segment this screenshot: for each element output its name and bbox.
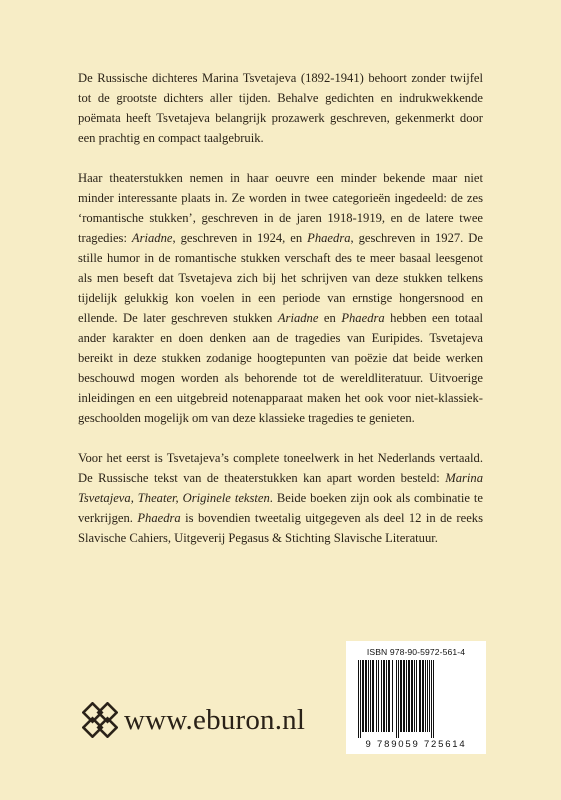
italic-title: Marina Tsvetajeva, Theater, Originele teksten	[78, 471, 483, 505]
text-run: , geschreven in 1927. De stille humor in de romantische stukken verschaft des te meer basaal leesgenot als men beseft dat Tsvetajeva zich bij het schrijven van deze stukken telkens tijdelijk gelukkig kon voelen in een periode van ernstige hongersnood en ellende. De later geschreven stukken	[78, 231, 483, 325]
barcode-bar	[365, 660, 367, 732]
text-run: hebben een totaal ander karakter en doen denken aan de tragedies van Euripides. Tsvetajeva bereikt in deze stukken zodanige hoogtepunten van poëzie dat beide werken beschouwd mogen worden als behorende tot de wereldliteratuur. Uitvoerige inleidingen en een uitgebreid notenapparaat maken het ook voor niet-klassiek-geschoolden mogelijk om van deze klassieke tragedies te genieten.	[78, 311, 483, 425]
barcode-bar	[386, 660, 387, 732]
text-run: , geschreven in 1924, en	[172, 231, 308, 245]
eburon-logo-icon	[82, 702, 118, 738]
barcode	[356, 660, 476, 738]
barcode-bar	[419, 660, 421, 732]
italic-title: Phaedra	[137, 511, 181, 525]
text-run: De Russische dichteres Marina Tsvetajeva (1892-1941) behoort zonder twijfel tot de grootste dichters aller tijden. Behalve gedichten en indrukwekkende poëmata heeft Tsvetajeva belangrijk prozawerk geschreven, gekenmerkt door een prachtig en compact taalgebruik.	[78, 71, 483, 145]
barcode-bar	[406, 660, 407, 732]
barcode-bar	[360, 660, 361, 738]
barcode-bar	[400, 660, 402, 732]
barcode-bar	[411, 660, 413, 732]
barcode-bar	[388, 660, 390, 732]
barcode-bar	[431, 660, 432, 738]
barcode-bar	[433, 660, 434, 738]
barcode-bar	[378, 660, 379, 732]
back-cover-text	[78, 68, 483, 548]
barcode-digits: 9 789059 725614	[365, 739, 467, 750]
barcode-bar	[422, 660, 424, 732]
italic-title: Ariadne	[131, 231, 173, 245]
barcode-bar	[398, 660, 399, 738]
barcode-bar	[368, 660, 369, 732]
barcode-bar	[362, 660, 364, 732]
barcode-bar	[425, 660, 426, 732]
barcode-bar	[416, 660, 417, 732]
barcode-bar	[427, 660, 428, 732]
text-run: en	[318, 311, 342, 325]
publisher-website[interactable]: www.eburon.nl	[124, 703, 306, 736]
barcode-bar	[372, 660, 374, 732]
isbn-barcode-box	[346, 641, 486, 754]
description-paragraph	[78, 68, 483, 148]
italic-title: Phaedra	[341, 311, 385, 325]
barcode-bar	[403, 660, 405, 732]
text-run: Voor het eerst is Tsvetajeva’s complete toneelwerk in het Nederlands vertaald. De Russische tekst van de theaterstukken kan apart worden besteld:	[78, 451, 483, 485]
barcode-bar	[383, 660, 385, 732]
barcode-bar	[414, 660, 415, 732]
text-run: is bovendien tweetalig uitgegeven als deel 12 in de reeks Slavische Cahiers, Uitgeverij Pegasus & Stichting Slavische Literatuur.	[78, 511, 483, 545]
barcode-bar	[408, 660, 410, 732]
isbn-label: ISBN 978-90-5972-561-4	[366, 647, 466, 657]
description-paragraph	[78, 448, 483, 548]
publisher-logo	[82, 702, 305, 738]
barcode-bar	[396, 660, 397, 738]
barcode-bar	[381, 660, 382, 732]
barcode-bar	[370, 660, 371, 732]
barcode-bar	[392, 660, 393, 732]
barcode-bar	[358, 660, 359, 738]
italic-title: Ariadne	[277, 311, 319, 325]
description-paragraph	[78, 168, 483, 428]
text-run: . Beide boeken zijn ook als combinatie te verkrijgen.	[78, 491, 483, 525]
italic-title: Phaedra	[307, 231, 351, 245]
barcode-bar	[376, 660, 377, 732]
barcode-bar	[429, 660, 430, 732]
text-run: Haar theaterstukken nemen in haar oeuvre een minder bekende maar niet minder interessante plaats in. Ze worden in twee categorieën ingedeeld: de zes ‘romantische stukken’, geschreven in de jaren 1918-1919, en de latere twee tragedies:	[78, 171, 483, 245]
